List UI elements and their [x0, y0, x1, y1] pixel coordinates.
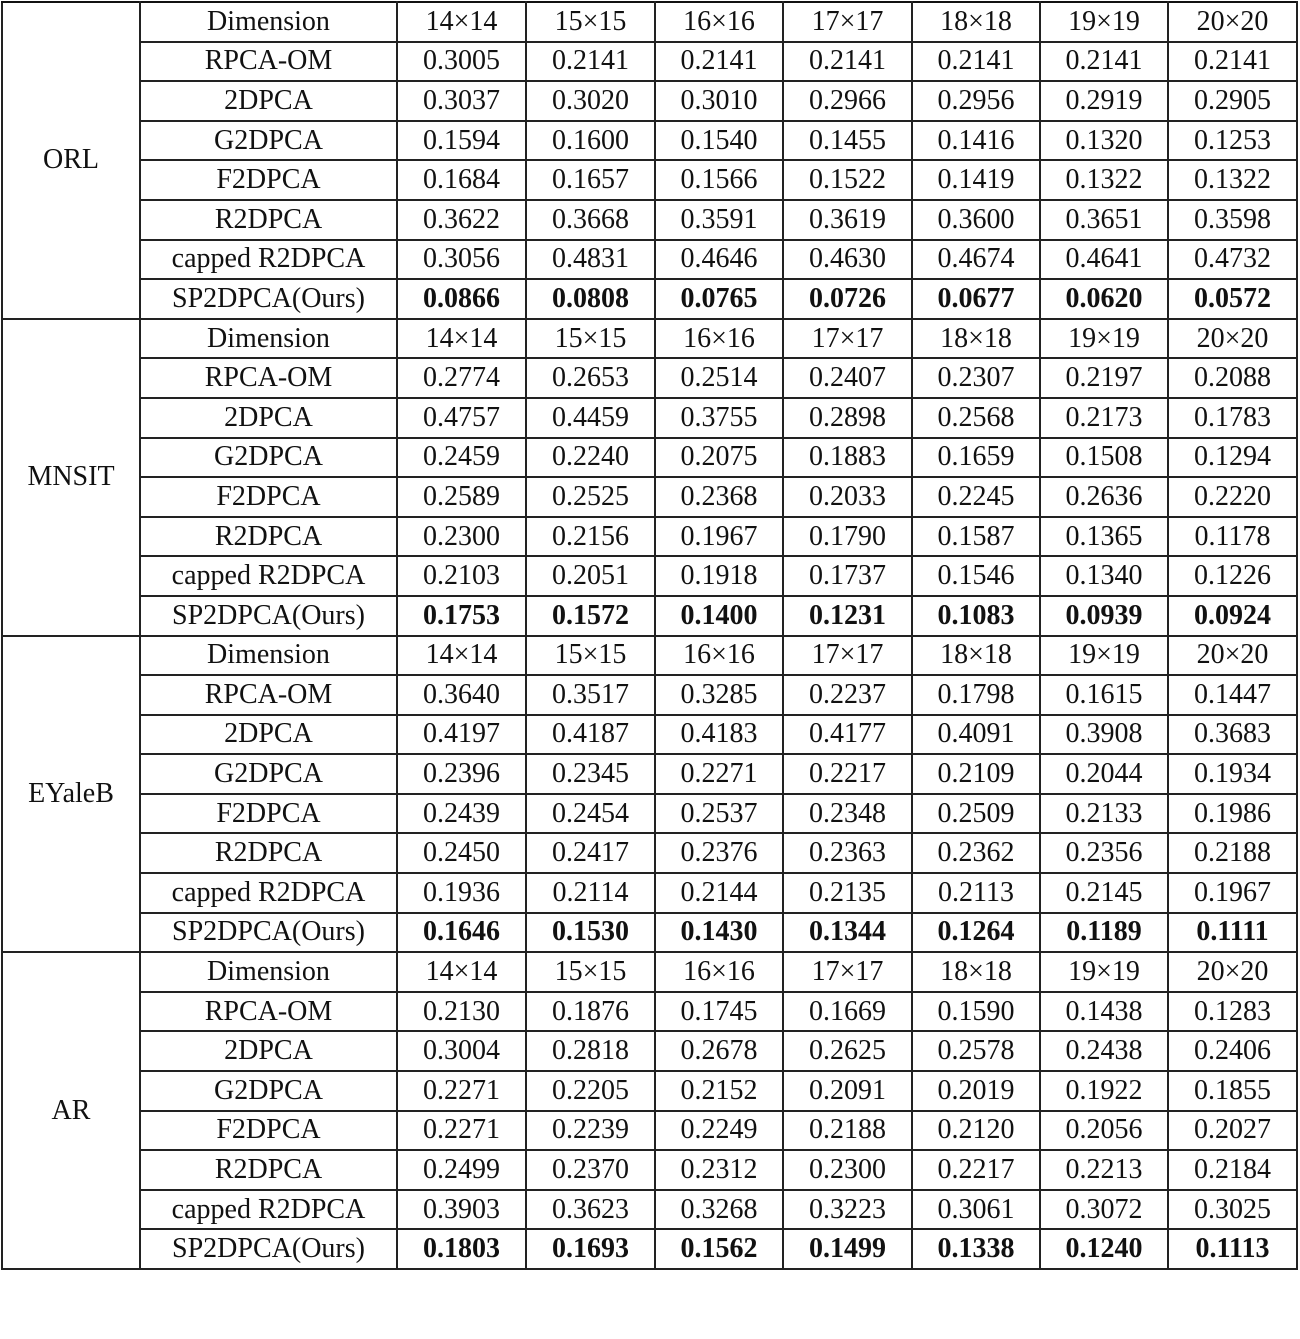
value-cell: 0.1231	[783, 596, 912, 636]
value-cell: 0.3755	[655, 398, 783, 438]
value-cell: 0.2213	[1040, 1150, 1168, 1190]
value-cell: 0.2113	[912, 873, 1040, 913]
value-cell: 0.2033	[783, 477, 912, 517]
table-row	[2, 1190, 1297, 1230]
method-name-cell: RPCA-OM	[140, 42, 397, 82]
value-cell: 0.4674	[912, 240, 1040, 280]
value-cell: 0.3025	[1168, 1190, 1297, 1230]
value-cell: 0.2406	[1168, 1031, 1297, 1071]
dimension-header-cell: 14×14	[397, 636, 526, 676]
value-cell: 0.4641	[1040, 240, 1168, 280]
dimension-label: Dimension	[140, 319, 397, 359]
value-cell: 0.4732	[1168, 240, 1297, 280]
value-cell: 0.0808	[526, 279, 655, 319]
value-cell: 0.4630	[783, 240, 912, 280]
value-cell: 0.1322	[1168, 160, 1297, 200]
value-cell: 0.0677	[912, 279, 1040, 319]
value-cell: 0.1659	[912, 438, 1040, 478]
dimension-label: Dimension	[140, 636, 397, 676]
value-cell: 0.1855	[1168, 1071, 1297, 1111]
value-cell: 0.3598	[1168, 200, 1297, 240]
value-cell: 0.2188	[783, 1111, 912, 1151]
table-row	[2, 1071, 1297, 1111]
value-cell: 0.2237	[783, 675, 912, 715]
value-cell: 0.3903	[397, 1190, 526, 1230]
value-cell: 0.2205	[526, 1071, 655, 1111]
value-cell: 0.2312	[655, 1150, 783, 1190]
value-cell: 0.1322	[1040, 160, 1168, 200]
dataset-group-mnsit	[2, 319, 1297, 636]
value-cell: 0.2109	[912, 754, 1040, 794]
value-cell: 0.1189	[1040, 913, 1168, 953]
value-cell: 0.2217	[912, 1150, 1040, 1190]
value-cell: 0.0866	[397, 279, 526, 319]
value-cell: 0.3285	[655, 675, 783, 715]
method-name-cell: SP2DPCA(Ours)	[140, 1229, 397, 1269]
dimension-header-cell: 19×19	[1040, 319, 1168, 359]
value-cell: 0.1400	[655, 596, 783, 636]
method-name-cell: RPCA-OM	[140, 358, 397, 398]
value-cell: 0.2217	[783, 754, 912, 794]
table-row	[2, 794, 1297, 834]
value-cell: 0.2188	[1168, 833, 1297, 873]
value-cell: 0.1499	[783, 1229, 912, 1269]
value-cell: 0.4091	[912, 715, 1040, 755]
value-cell: 0.2240	[526, 438, 655, 478]
value-cell: 0.1986	[1168, 794, 1297, 834]
table-row	[2, 556, 1297, 596]
method-name-cell: SP2DPCA(Ours)	[140, 279, 397, 319]
table-row	[2, 477, 1297, 517]
dimension-header-cell: 15×15	[526, 2, 655, 42]
value-cell: 0.2249	[655, 1111, 783, 1151]
dimension-header-row	[2, 952, 1297, 992]
value-cell: 0.3619	[783, 200, 912, 240]
value-cell: 0.1178	[1168, 517, 1297, 557]
value-cell: 0.1594	[397, 121, 526, 161]
method-name-cell: F2DPCA	[140, 1111, 397, 1151]
value-cell: 0.1340	[1040, 556, 1168, 596]
table-row	[2, 1150, 1297, 1190]
value-cell: 0.4183	[655, 715, 783, 755]
value-cell: 0.1320	[1040, 121, 1168, 161]
value-cell: 0.1883	[783, 438, 912, 478]
dataset-group-ar	[2, 952, 1297, 1269]
value-cell: 0.2774	[397, 358, 526, 398]
value-cell: 0.1657	[526, 160, 655, 200]
table-row	[2, 833, 1297, 873]
value-cell: 0.1111	[1168, 913, 1297, 953]
value-cell: 0.1264	[912, 913, 1040, 953]
value-cell: 0.2525	[526, 477, 655, 517]
value-cell: 0.2220	[1168, 477, 1297, 517]
value-cell: 0.3061	[912, 1190, 1040, 1230]
value-cell: 0.1508	[1040, 438, 1168, 478]
value-cell: 0.2141	[1040, 42, 1168, 82]
value-cell: 0.1226	[1168, 556, 1297, 596]
table-row	[2, 675, 1297, 715]
table-row	[2, 1031, 1297, 1071]
value-cell: 0.2156	[526, 517, 655, 557]
value-cell: 0.1338	[912, 1229, 1040, 1269]
value-cell: 0.2239	[526, 1111, 655, 1151]
value-cell: 0.1283	[1168, 992, 1297, 1032]
value-cell: 0.2625	[783, 1031, 912, 1071]
dimension-header-cell: 20×20	[1168, 2, 1297, 42]
value-cell: 0.2103	[397, 556, 526, 596]
table-row	[2, 873, 1297, 913]
value-cell: 0.1113	[1168, 1229, 1297, 1269]
value-cell: 0.3908	[1040, 715, 1168, 755]
value-cell: 0.2396	[397, 754, 526, 794]
value-cell: 0.1790	[783, 517, 912, 557]
value-cell: 0.3223	[783, 1190, 912, 1230]
value-cell: 0.2300	[783, 1150, 912, 1190]
method-name-cell: F2DPCA	[140, 160, 397, 200]
dimension-label: Dimension	[140, 2, 397, 42]
value-cell: 0.3056	[397, 240, 526, 280]
dataset-label: EYaleB	[2, 636, 140, 953]
method-name-cell: G2DPCA	[140, 1071, 397, 1111]
value-cell: 0.2919	[1040, 81, 1168, 121]
table-row	[2, 81, 1297, 121]
value-cell: 0.1922	[1040, 1071, 1168, 1111]
value-cell: 0.1669	[783, 992, 912, 1032]
table-row	[2, 358, 1297, 398]
method-name-cell: 2DPCA	[140, 1031, 397, 1071]
dimension-header-cell: 19×19	[1040, 2, 1168, 42]
value-cell: 0.1934	[1168, 754, 1297, 794]
value-cell: 0.1253	[1168, 121, 1297, 161]
value-cell: 0.0924	[1168, 596, 1297, 636]
value-cell: 0.1587	[912, 517, 1040, 557]
value-cell: 0.3591	[655, 200, 783, 240]
value-cell: 0.2636	[1040, 477, 1168, 517]
method-name-cell: R2DPCA	[140, 200, 397, 240]
value-cell: 0.2499	[397, 1150, 526, 1190]
value-cell: 0.2370	[526, 1150, 655, 1190]
value-cell: 0.1798	[912, 675, 1040, 715]
value-cell: 0.1967	[1168, 873, 1297, 913]
value-cell: 0.2075	[655, 438, 783, 478]
value-cell: 0.4197	[397, 715, 526, 755]
dimension-header-cell: 19×19	[1040, 636, 1168, 676]
value-cell: 0.0620	[1040, 279, 1168, 319]
method-name-cell: R2DPCA	[140, 833, 397, 873]
value-cell: 0.3668	[526, 200, 655, 240]
table-row	[2, 913, 1297, 953]
value-cell: 0.1600	[526, 121, 655, 161]
value-cell: 0.1344	[783, 913, 912, 953]
value-cell: 0.1530	[526, 913, 655, 953]
value-cell: 0.1365	[1040, 517, 1168, 557]
value-cell: 0.2818	[526, 1031, 655, 1071]
value-cell: 0.2417	[526, 833, 655, 873]
method-name-cell: RPCA-OM	[140, 992, 397, 1032]
value-cell: 0.2363	[783, 833, 912, 873]
value-cell: 0.2439	[397, 794, 526, 834]
value-cell: 0.2056	[1040, 1111, 1168, 1151]
table-row	[2, 398, 1297, 438]
value-cell: 0.4646	[655, 240, 783, 280]
value-cell: 0.3037	[397, 81, 526, 121]
dataset-label: AR	[2, 952, 140, 1269]
value-cell: 0.1416	[912, 121, 1040, 161]
value-cell: 0.2027	[1168, 1111, 1297, 1151]
dimension-header-cell: 18×18	[912, 952, 1040, 992]
value-cell: 0.2091	[783, 1071, 912, 1111]
method-name-cell: R2DPCA	[140, 1150, 397, 1190]
value-cell: 0.1936	[397, 873, 526, 913]
value-cell: 0.2514	[655, 358, 783, 398]
method-name-cell: SP2DPCA(Ours)	[140, 596, 397, 636]
value-cell: 0.4831	[526, 240, 655, 280]
value-cell: 0.1684	[397, 160, 526, 200]
value-cell: 0.1967	[655, 517, 783, 557]
table-row	[2, 1111, 1297, 1151]
table-row	[2, 596, 1297, 636]
value-cell: 0.2459	[397, 438, 526, 478]
value-cell: 0.1522	[783, 160, 912, 200]
value-cell: 0.2568	[912, 398, 1040, 438]
value-cell: 0.2376	[655, 833, 783, 873]
value-cell: 0.2589	[397, 477, 526, 517]
value-cell: 0.1562	[655, 1229, 783, 1269]
table-row	[2, 438, 1297, 478]
dimension-header-cell: 14×14	[397, 319, 526, 359]
dimension-header-cell: 16×16	[655, 636, 783, 676]
value-cell: 0.2044	[1040, 754, 1168, 794]
value-cell: 0.2362	[912, 833, 1040, 873]
dimension-header-cell: 14×14	[397, 952, 526, 992]
value-cell: 0.3072	[1040, 1190, 1168, 1230]
table-row	[2, 1229, 1297, 1269]
method-name-cell: capped R2DPCA	[140, 556, 397, 596]
value-cell: 0.3600	[912, 200, 1040, 240]
value-cell: 0.1540	[655, 121, 783, 161]
method-name-cell: capped R2DPCA	[140, 240, 397, 280]
table-row	[2, 200, 1297, 240]
method-name-cell: capped R2DPCA	[140, 873, 397, 913]
value-cell: 0.3622	[397, 200, 526, 240]
value-cell: 0.2966	[783, 81, 912, 121]
dimension-label: Dimension	[140, 952, 397, 992]
dimension-header-cell: 14×14	[397, 2, 526, 42]
value-cell: 0.2271	[397, 1071, 526, 1111]
value-cell: 0.2905	[1168, 81, 1297, 121]
value-cell: 0.3004	[397, 1031, 526, 1071]
method-name-cell: 2DPCA	[140, 398, 397, 438]
value-cell: 0.3517	[526, 675, 655, 715]
value-cell: 0.2537	[655, 794, 783, 834]
value-cell: 0.3268	[655, 1190, 783, 1230]
value-cell: 0.2141	[1168, 42, 1297, 82]
method-name-cell: SP2DPCA(Ours)	[140, 913, 397, 953]
value-cell: 0.2356	[1040, 833, 1168, 873]
value-cell: 0.1438	[1040, 992, 1168, 1032]
value-cell: 0.2120	[912, 1111, 1040, 1151]
dimension-header-row	[2, 319, 1297, 359]
value-cell: 0.2088	[1168, 358, 1297, 398]
value-cell: 0.0765	[655, 279, 783, 319]
value-cell: 0.2197	[1040, 358, 1168, 398]
value-cell: 0.2348	[783, 794, 912, 834]
value-cell: 0.2141	[783, 42, 912, 82]
value-cell: 0.2019	[912, 1071, 1040, 1111]
value-cell: 0.2114	[526, 873, 655, 913]
value-cell: 0.2135	[783, 873, 912, 913]
dimension-header-cell: 16×16	[655, 319, 783, 359]
value-cell: 0.2141	[912, 42, 1040, 82]
value-cell: 0.1294	[1168, 438, 1297, 478]
table-row	[2, 517, 1297, 557]
method-name-cell: capped R2DPCA	[140, 1190, 397, 1230]
value-cell: 0.3683	[1168, 715, 1297, 755]
value-cell: 0.1590	[912, 992, 1040, 1032]
results-table	[1, 1, 1298, 1270]
method-name-cell: 2DPCA	[140, 715, 397, 755]
value-cell: 0.2173	[1040, 398, 1168, 438]
value-cell: 0.1745	[655, 992, 783, 1032]
table-row	[2, 42, 1297, 82]
method-name-cell: F2DPCA	[140, 477, 397, 517]
dimension-header-row	[2, 2, 1297, 42]
dimension-header-cell: 17×17	[783, 2, 912, 42]
value-cell: 0.2956	[912, 81, 1040, 121]
method-name-cell: R2DPCA	[140, 517, 397, 557]
value-cell: 0.0572	[1168, 279, 1297, 319]
dataset-group-eyaleb	[2, 636, 1297, 953]
value-cell: 0.1083	[912, 596, 1040, 636]
value-cell: 0.1803	[397, 1229, 526, 1269]
dimension-header-cell: 15×15	[526, 952, 655, 992]
value-cell: 0.1615	[1040, 675, 1168, 715]
table-row	[2, 279, 1297, 319]
method-name-cell: 2DPCA	[140, 81, 397, 121]
value-cell: 0.2438	[1040, 1031, 1168, 1071]
value-cell: 0.2407	[783, 358, 912, 398]
value-cell: 0.2300	[397, 517, 526, 557]
value-cell: 0.1430	[655, 913, 783, 953]
value-cell: 0.2271	[655, 754, 783, 794]
value-cell: 0.2145	[1040, 873, 1168, 913]
value-cell: 0.4177	[783, 715, 912, 755]
value-cell: 0.2245	[912, 477, 1040, 517]
dimension-header-cell: 17×17	[783, 636, 912, 676]
value-cell: 0.2152	[655, 1071, 783, 1111]
value-cell: 0.1876	[526, 992, 655, 1032]
value-cell: 0.1447	[1168, 675, 1297, 715]
dimension-header-cell: 15×15	[526, 636, 655, 676]
value-cell: 0.2578	[912, 1031, 1040, 1071]
value-cell: 0.3623	[526, 1190, 655, 1230]
value-cell: 0.0939	[1040, 596, 1168, 636]
value-cell: 0.2509	[912, 794, 1040, 834]
value-cell: 0.1419	[912, 160, 1040, 200]
value-cell: 0.1918	[655, 556, 783, 596]
dimension-header-cell: 16×16	[655, 2, 783, 42]
value-cell: 0.4757	[397, 398, 526, 438]
dimension-header-cell: 19×19	[1040, 952, 1168, 992]
value-cell: 0.4459	[526, 398, 655, 438]
value-cell: 0.2653	[526, 358, 655, 398]
value-cell: 0.2307	[912, 358, 1040, 398]
value-cell: 0.4187	[526, 715, 655, 755]
dimension-header-cell: 20×20	[1168, 319, 1297, 359]
value-cell: 0.1646	[397, 913, 526, 953]
value-cell: 0.2141	[526, 42, 655, 82]
dimension-header-cell: 16×16	[655, 952, 783, 992]
value-cell: 0.3020	[526, 81, 655, 121]
value-cell: 0.2898	[783, 398, 912, 438]
value-cell: 0.3010	[655, 81, 783, 121]
value-cell: 0.0726	[783, 279, 912, 319]
method-name-cell: G2DPCA	[140, 121, 397, 161]
method-name-cell: RPCA-OM	[140, 675, 397, 715]
value-cell: 0.2368	[655, 477, 783, 517]
value-cell: 0.1566	[655, 160, 783, 200]
dimension-header-cell: 18×18	[912, 636, 1040, 676]
value-cell: 0.1455	[783, 121, 912, 161]
table-row	[2, 240, 1297, 280]
value-cell: 0.2678	[655, 1031, 783, 1071]
value-cell: 0.1693	[526, 1229, 655, 1269]
value-cell: 0.1753	[397, 596, 526, 636]
dataset-group-orl	[2, 2, 1297, 319]
dimension-header-cell: 15×15	[526, 319, 655, 359]
table-row	[2, 160, 1297, 200]
method-name-cell: F2DPCA	[140, 794, 397, 834]
table-row	[2, 715, 1297, 755]
value-cell: 0.1240	[1040, 1229, 1168, 1269]
table-row	[2, 754, 1297, 794]
dataset-label: ORL	[2, 2, 140, 319]
dimension-header-cell: 17×17	[783, 319, 912, 359]
value-cell: 0.2144	[655, 873, 783, 913]
value-cell: 0.2345	[526, 754, 655, 794]
value-cell: 0.3640	[397, 675, 526, 715]
value-cell: 0.1737	[783, 556, 912, 596]
value-cell: 0.2051	[526, 556, 655, 596]
value-cell: 0.3651	[1040, 200, 1168, 240]
value-cell: 0.2271	[397, 1111, 526, 1151]
value-cell: 0.2450	[397, 833, 526, 873]
dimension-header-cell: 17×17	[783, 952, 912, 992]
dataset-label: MNSIT	[2, 319, 140, 636]
method-name-cell: G2DPCA	[140, 754, 397, 794]
table-row	[2, 992, 1297, 1032]
dimension-header-cell: 20×20	[1168, 636, 1297, 676]
value-cell: 0.2184	[1168, 1150, 1297, 1190]
dimension-header-cell: 18×18	[912, 319, 1040, 359]
dimension-header-cell: 20×20	[1168, 952, 1297, 992]
value-cell: 0.1783	[1168, 398, 1297, 438]
value-cell: 0.2141	[655, 42, 783, 82]
value-cell: 0.1572	[526, 596, 655, 636]
value-cell: 0.2454	[526, 794, 655, 834]
method-name-cell: G2DPCA	[140, 438, 397, 478]
value-cell: 0.2133	[1040, 794, 1168, 834]
dimension-header-cell: 18×18	[912, 2, 1040, 42]
table-row	[2, 121, 1297, 161]
value-cell: 0.1546	[912, 556, 1040, 596]
value-cell: 0.3005	[397, 42, 526, 82]
dimension-header-row	[2, 636, 1297, 676]
value-cell: 0.2130	[397, 992, 526, 1032]
